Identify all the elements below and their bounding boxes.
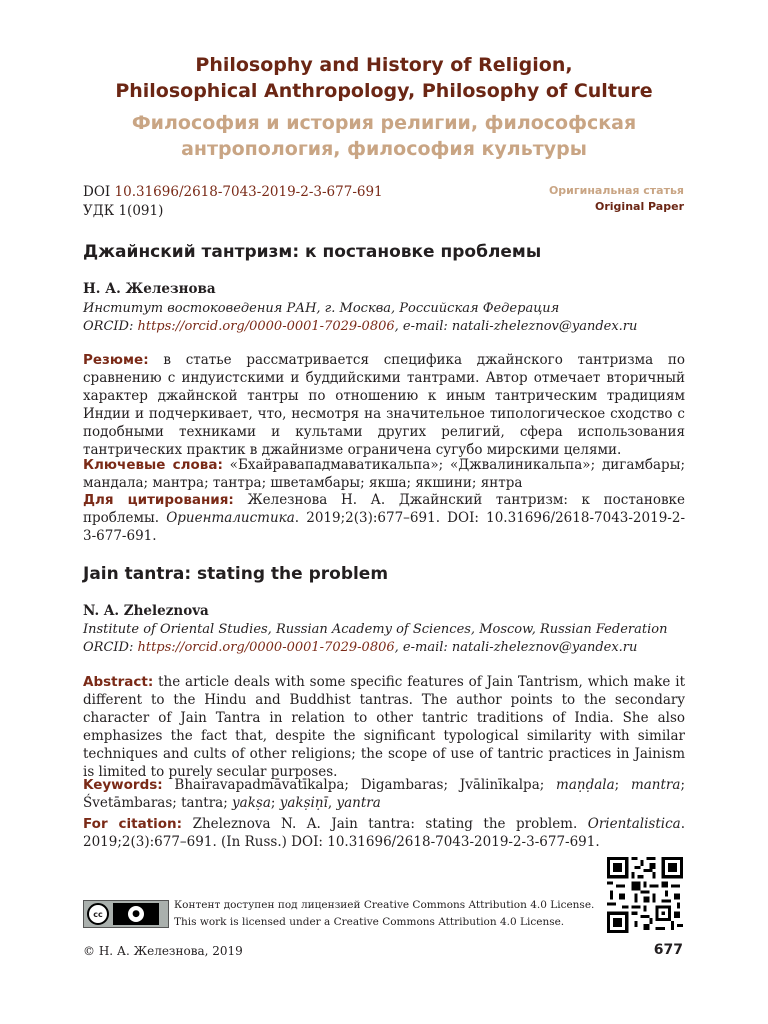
orcid-line-english — [83, 639, 693, 657]
orcid-label: ORCID: — [83, 640, 134, 655]
by-attribution-icon — [113, 903, 159, 925]
paper-type-russian: Оригинальная статья — [548, 184, 684, 197]
section-heading-english-line2: Philosophical Anthropology, Philosophy of Culture — [115, 80, 653, 102]
orcid-line-russian — [83, 318, 693, 336]
keyword-yaksini: yakṣiṇī — [279, 795, 328, 811]
abstract-label: Abstract: — [83, 674, 154, 690]
email-text: , e-mail: natali-zheleznov@yandex.ru — [394, 640, 638, 655]
keywords-english — [83, 776, 685, 812]
orcid-link[interactable]: https://orcid.org/0000-0001-7029-0806 — [137, 319, 395, 334]
article-title-english: Jain tantra: stating the problem — [83, 564, 389, 584]
affiliation-russian — [83, 300, 693, 336]
citation-russian — [83, 491, 685, 545]
keywords-label: Ключевые слова: — [83, 457, 223, 473]
orcid-label: ORCID: — [83, 319, 134, 334]
keywords-text: «Бхайравападмаватикальпа»; «Джвалиникальпа»; дигамбары; мандала; мантра; тантра; шветамбары; якша; якшини; янтра — [83, 457, 685, 491]
citation-journal: Ориенталистика — [166, 510, 295, 526]
article-title-russian: Джайнский тантризм: к постановке проблемы — [83, 242, 542, 262]
paper-type-english: Original Paper — [595, 200, 684, 213]
license-text — [174, 897, 594, 931]
author-name-english: N. A. Zheleznova — [83, 603, 209, 619]
affiliation-english — [83, 621, 693, 657]
citation-label: For citation: — [83, 816, 183, 832]
abstract-label: Резюме: — [83, 352, 149, 368]
section-heading-english — [0, 52, 768, 104]
page-number: 677 — [653, 942, 683, 958]
keyword-mandala: maṇḍala — [556, 777, 615, 793]
citation-text: Zheleznova N. A. Jain tantra: stating the problem. — [182, 816, 588, 832]
keywords-text: Bhairavapadmāvatīkalpa; Digambaras; Jvālinīkalpa; — [162, 777, 557, 793]
doi-line — [83, 183, 383, 202]
license-text-english: This work is licensed under a Creative Commons Attribution 4.0 License. — [174, 916, 565, 928]
section-heading-russian-line2: антропология, философия культуры — [181, 138, 587, 160]
citation-details: . 2019;2(3):677–691. (In Russ.) DOI: 10.31696/2618-7043-2019-2-3-677-691. — [83, 816, 685, 850]
cc-logo-icon: cc — [87, 903, 109, 925]
institution-russian: Институт востоковедения РАН, г. Москва, Российская Федерация — [83, 301, 560, 316]
orcid-link[interactable]: https://orcid.org/0000-0001-7029-0806 — [137, 640, 395, 655]
keyword-mantra: mantra — [630, 777, 681, 793]
license-text-russian: Контент доступен под лицензией Creative Commons Attribution 4.0 License. — [174, 899, 595, 911]
section-heading-english-line1: Philosophy and History of Religion, — [195, 54, 573, 76]
institution-english: Institute of Oriental Studies, Russian Academy of Sciences, Moscow, Russian Federation — [83, 622, 668, 637]
citation-details: . 2019;2(3):677–691. DOI: 10.31696/2618-7043-2019-2-3-677-691. — [83, 510, 685, 544]
email-text: , e-mail: natali-zheleznov@yandex.ru — [394, 319, 638, 334]
keyword-separator: ; — [270, 795, 280, 811]
license-block — [83, 897, 603, 933]
abstract-text: в статье рассматривается специфика джайнского тантризма по сравнению с индуистскими и буддийскими тантрами. Автор отмечает вторичный характер джайнской тантры по отношению к иным тантрическим традициям Индии и подчеркивает, что, несмотря на значительное типологическое сходство с подобными техниками и культами других религий, сфера использования тантрических практик в джайнизме ограничена сугубо мирскими целями. — [83, 352, 685, 458]
paper-type — [549, 183, 684, 215]
udk-code: УДК 1(091) — [83, 203, 164, 219]
qr-code-icon — [607, 857, 683, 933]
citation-english — [83, 815, 685, 851]
keyword-separator: ; — [614, 777, 631, 793]
keyword-separator: , — [327, 795, 337, 811]
keywords-russian — [83, 456, 685, 492]
citation-label: Для цитирования: — [83, 492, 234, 508]
keyword-yantra: yantra — [336, 795, 381, 811]
person-icon: ● — [128, 906, 144, 922]
keywords-text-continued: ; Śvetāmbaras; tantra; — [83, 777, 685, 811]
citation-text: Железнова Н. А. Джайнский тантризм: к постановке проблемы. — [83, 492, 685, 526]
abstract-russian — [83, 351, 685, 459]
section-heading-russian-line1: Философия и история религии, философская — [131, 112, 637, 134]
keyword-yaksa: yakṣa — [232, 795, 271, 811]
cc-by-license-badge[interactable] — [83, 900, 169, 928]
doi-label: DOI — [83, 184, 111, 200]
abstract-english — [83, 673, 685, 781]
citation-journal: Orientalistica — [587, 816, 681, 832]
section-heading-russian — [0, 110, 768, 162]
abstract-text: the article deals with some specific features of Jain Tantrism, which make it different to the Hindu and Buddhist tantras. The author points to the secondary character of Jain Tantra in relation to other tantric traditions of India. She also emphasizes the fact that, despite the significant typological similarity with similar techniques and cults of other religions; the scope of use of tantric practices in Jainism is limited to purely secular purposes. — [83, 674, 685, 780]
keywords-label: Keywords: — [83, 777, 163, 793]
doi-link[interactable]: 10.31696/2618-7043-2019-2-3-677-691 — [114, 184, 383, 200]
copyright-notice: © Н. А. Железнова, 2019 — [83, 944, 243, 958]
author-name-russian: Н. А. Железнова — [83, 281, 216, 297]
